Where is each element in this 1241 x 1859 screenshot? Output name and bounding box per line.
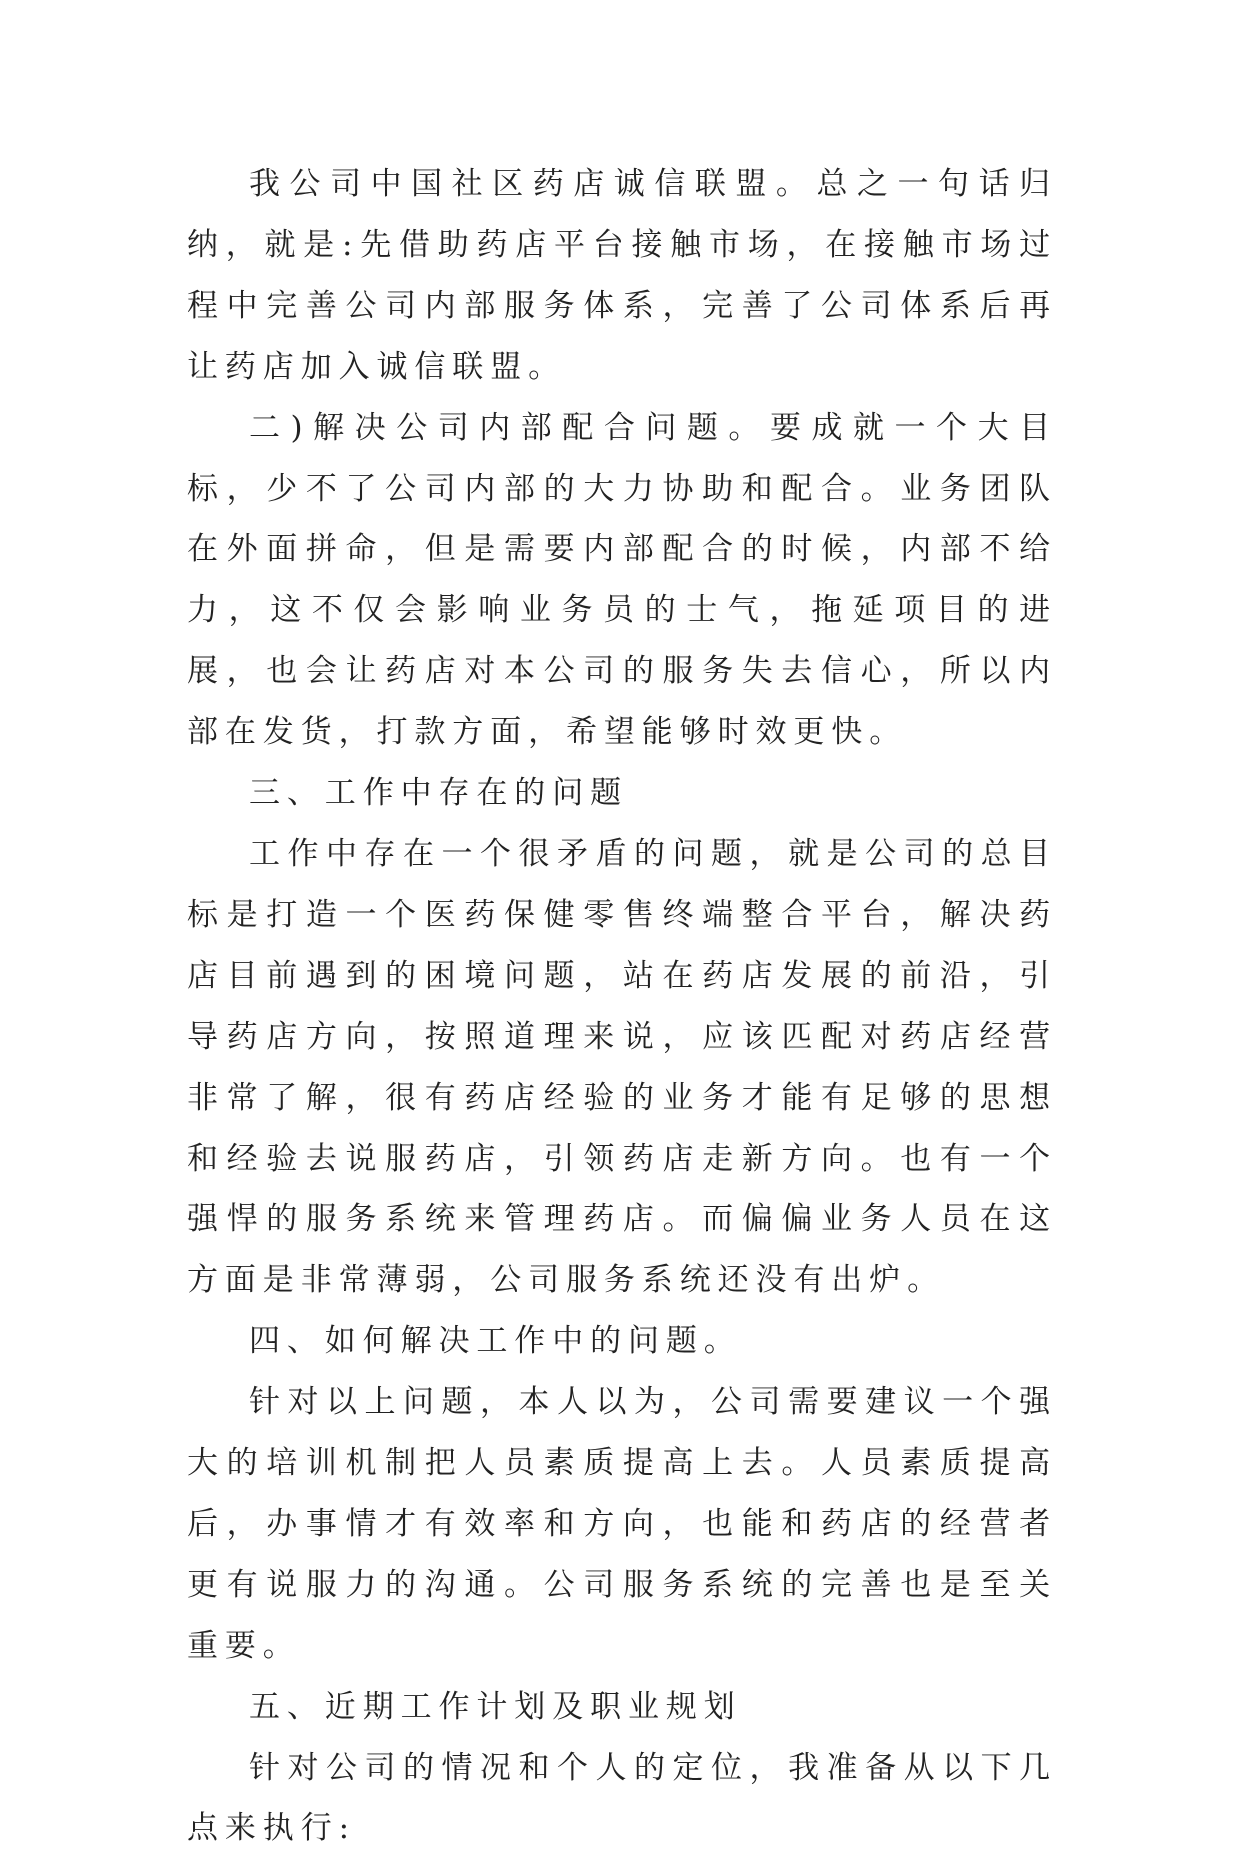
heading-work-problems: 三、工作中存在的问题 <box>249 775 628 812</box>
document-body <box>187 154 1057 1859</box>
heading-solve-problems: 四、如何解决工作中的问题。 <box>249 1323 742 1360</box>
paragraph-solutions: 针对以上问题，本人以为，公司需要建议一个强大的培训机制把人员素质提高上去。人员素质提高后，办事情才有效率和方向，也能和药店的经营者更有说服力的沟通。公司服务系统的完善也是至关重要。 <box>187 1384 1057 1664</box>
paragraph-internal-cooperation: 二)解决公司内部配合问题。要成就一个大目标，少不了公司内部的大力协助和配合。业务团队在外面拼命，但是需要内部配合的时候，内部不给力，这不仅会影响业务员的士气，拖延项目的进展，也会让药店对本公司的服务失去信心，所以内部在发货，打款方面，希望能够时效更快。 <box>187 409 1057 751</box>
paragraph-work-problems: 工作中存在一个很矛盾的问题，就是公司的总目标是打造一个医药保健零售终端整合平台，解决药店目前遇到的困境问题，站在药店发展的前沿，引导药店方向，按照道理来说，应该匹配对药店经营非常了解，很有药店经验的业务才能有足够的思想和经验去说服药店，引领药店走新方向。也有一个强悍的服务系统来管理药店。而偏偏业务人员在这方面是非常薄弱，公司服务系统还没有出炉。 <box>187 835 1057 1299</box>
paragraph-work-plan: 针对公司的情况和个人的定位，我准备从以下几点来执行: <box>187 1749 1057 1847</box>
paragraph-alliance-summary: 我公司中国社区药店诚信联盟。总之一句话归纳，就是:先借助药店平台接触市场，在接触市场过程中完善公司内部服务体系，完善了公司体系后再让药店加入诚信联盟。 <box>187 166 1057 385</box>
heading-work-plan: 五、近期工作计划及职业规划 <box>249 1688 742 1725</box>
